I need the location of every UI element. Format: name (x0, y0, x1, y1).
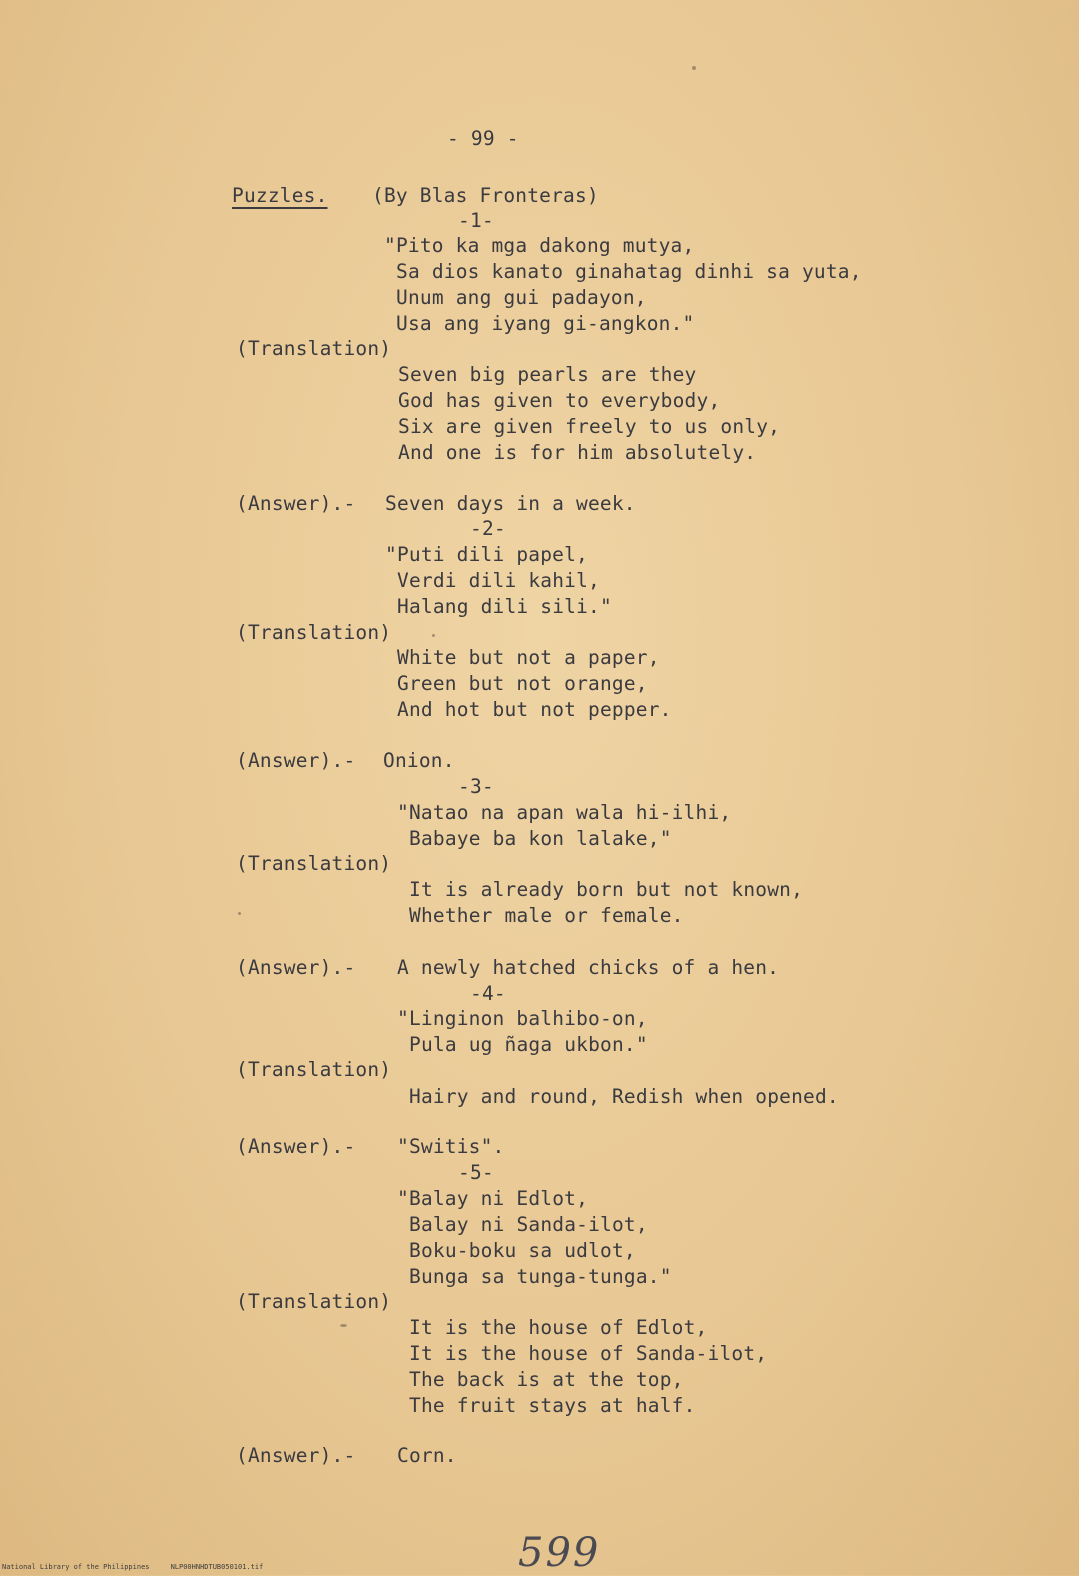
puzzle-1-original-line: Usa ang iyang gi-angkon." (396, 312, 695, 335)
puzzle-3-answer-label: (Answer).- (236, 956, 356, 979)
section-author: (By Blas Fronteras) (372, 184, 599, 207)
puzzle-4-original-line: "Linginon balhibo-on, (397, 1007, 648, 1030)
archive-footer: National Library of the Philippines NLP00HNHDTUB050101.tif (2, 1563, 264, 1571)
puzzle-5-translation-label: (Translation) (236, 1290, 392, 1313)
puzzle-2-translation-label: (Translation) (236, 621, 392, 644)
puzzle-2-translation-line: Green but not orange, (397, 672, 648, 695)
puzzle-3-translation-line: It is already born but not known, (409, 878, 804, 901)
puzzle-3-translation-label: (Translation) (236, 852, 392, 875)
puzzle-2-answer-label: (Answer).- (236, 749, 356, 772)
puzzle-5-translation-line: The back is at the top, (409, 1368, 684, 1391)
puzzle-1-number: -1- (458, 209, 494, 232)
puzzle-4-translation-line: Hairy and round, Redish when opened. (409, 1085, 839, 1108)
puzzle-1-original-line: Sa dios kanato ginahatag dinhi sa yuta, (396, 260, 862, 283)
puzzle-5-answer-label: (Answer).- (236, 1444, 356, 1467)
puzzle-1-translation-line: Seven big pearls are they (398, 363, 697, 386)
puzzle-5-original-line: Boku-boku sa udlot, (409, 1239, 636, 1262)
puzzle-5-translation-line: The fruit stays at half. (409, 1394, 696, 1417)
puzzle-5-original-line: Bunga sa tunga-tunga." (409, 1265, 672, 1288)
paper-speck (238, 912, 241, 915)
puzzle-5-answer: Corn. (397, 1444, 457, 1467)
puzzle-1-translation-label: (Translation) (236, 337, 392, 360)
puzzle-3-original-line: "Natao na apan wala hi-ilhi, (397, 801, 732, 824)
puzzle-2-original-line: "Puti dili papel, (385, 543, 588, 566)
puzzle-1-original-line: Unum ang gui padayon, (396, 286, 647, 309)
puzzle-2-original-line: Halang dili sili." (397, 595, 612, 618)
puzzle-1-translation-line: Six are given freely to us only, (398, 415, 781, 438)
puzzle-5-translation-line: It is the house of Edlot, (409, 1316, 708, 1339)
puzzle-4-answer-label: (Answer).- (236, 1135, 356, 1158)
puzzle-1-translation-line: And one is for him absolutely. (398, 441, 757, 464)
puzzle-2-answer: Onion. (383, 749, 455, 772)
puzzle-1-answer-label: (Answer).- (236, 492, 356, 515)
handwritten-page-number: 599 (518, 1530, 601, 1576)
puzzle-4-answer: "Switis". (397, 1135, 505, 1158)
puzzle-4-number: -4- (470, 982, 506, 1005)
puzzle-1-translation-line: God has given to everybody, (398, 389, 721, 412)
puzzle-3-translation-line: Whether male or female. (409, 904, 684, 927)
puzzle-4-translation-label: (Translation) (236, 1058, 392, 1081)
puzzle-5-translation-line: It is the house of Sanda-ilot, (409, 1342, 768, 1365)
puzzle-3-answer: A newly hatched chicks of a hen. (397, 956, 780, 979)
puzzle-5-original-line: "Balay ni Edlot, (397, 1187, 589, 1210)
puzzle-5-original-line: Balay ni Sanda-ilot, (409, 1213, 648, 1236)
puzzle-1-original-line: "Pito ka mga dakong mutya, (384, 234, 695, 257)
puzzle-2-number: -2- (470, 517, 506, 540)
page-number: - 99 - (447, 127, 519, 150)
puzzle-3-original-line: Babaye ba kon lalake," (409, 827, 672, 850)
paper-speck (432, 634, 435, 637)
puzzle-2-translation-line: White but not a paper, (397, 646, 660, 669)
puzzle-4-original-line: Pula ug ñaga ukbon." (409, 1033, 648, 1056)
puzzle-5-number: -5- (458, 1161, 494, 1184)
puzzle-2-original-line: Verdi dili kahil, (397, 569, 600, 592)
paper-speck (340, 1324, 347, 1327)
puzzle-1-answer: Seven days in a week. (385, 492, 636, 515)
puzzle-2-translation-line: And hot but not pepper. (397, 698, 672, 721)
puzzle-3-number: -3- (458, 775, 494, 798)
paper-speck (692, 66, 696, 70)
section-title: Puzzles. (232, 184, 328, 207)
